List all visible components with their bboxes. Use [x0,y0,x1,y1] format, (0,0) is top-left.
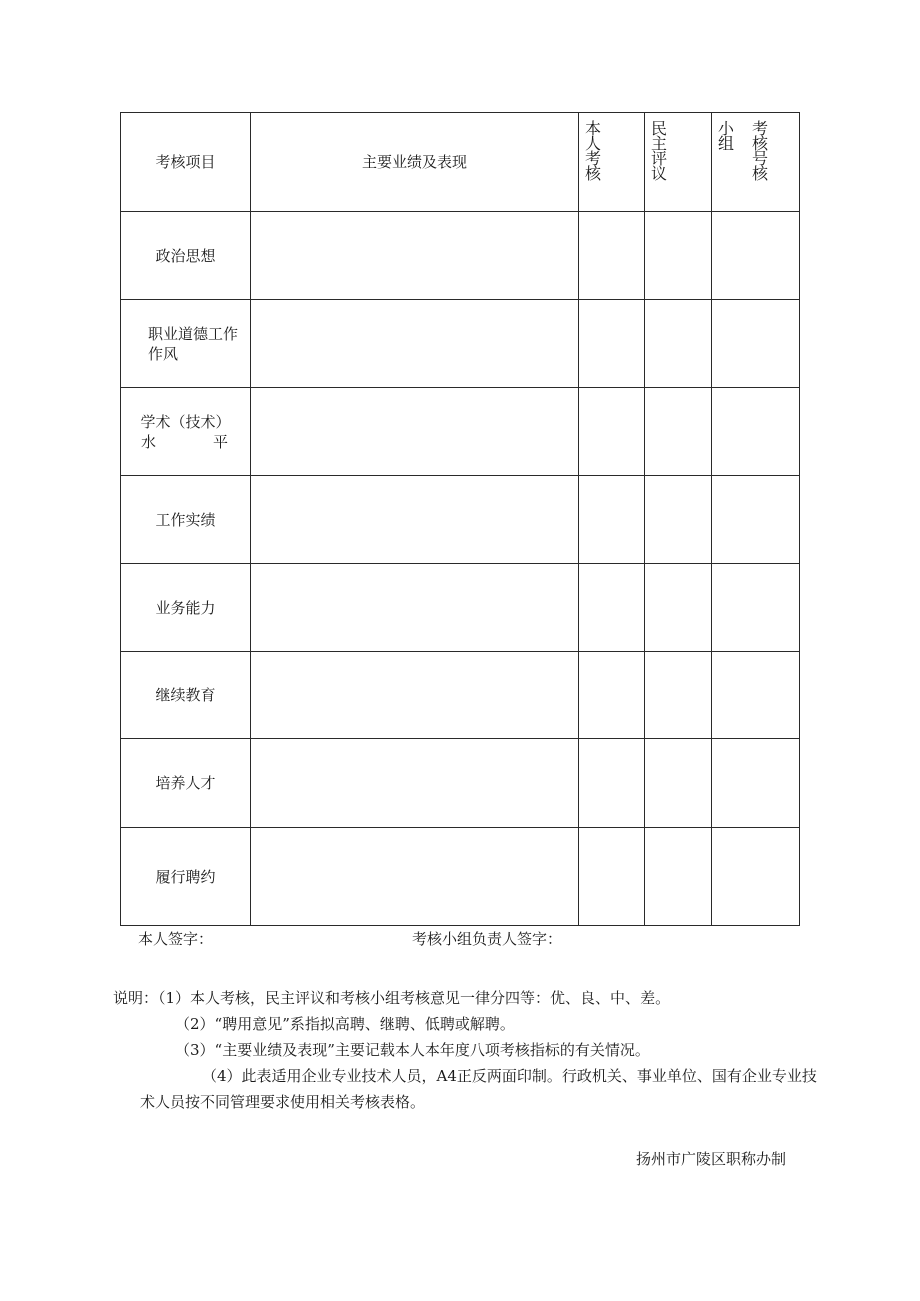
performance-cell[interactable] [251,388,579,476]
table-row [121,739,800,828]
table-row [121,300,800,388]
group-review-cell[interactable] [712,388,800,476]
table-row [121,212,800,300]
democratic-review-cell[interactable] [645,564,712,652]
group-review-cell[interactable] [712,739,800,828]
performance-cell[interactable] [251,828,579,926]
group-review-cell[interactable] [712,476,800,564]
assessment-table [120,112,800,926]
self-review-cell[interactable] [579,212,645,300]
header-group-review [712,113,800,212]
democratic-review-cell[interactable] [645,388,712,476]
performance-cell[interactable] [251,739,579,828]
democratic-review-cell[interactable] [645,828,712,926]
table-row [121,828,800,926]
self-review-cell[interactable] [579,476,645,564]
note-1 [113,985,823,1011]
democratic-review-cell[interactable] [645,300,712,388]
row-label-talent: 培养人才 [121,739,251,828]
row-label-ethics [121,300,251,388]
group-review-cell[interactable] [712,564,800,652]
performance-cell[interactable] [251,564,579,652]
header-char: 民 [651,119,668,138]
self-review-cell[interactable] [579,739,645,828]
democratic-review-cell[interactable] [645,739,712,828]
header-char: 主 [651,134,668,153]
header-char: 组 [718,134,735,153]
note-4: （4）此表适用企业专业技术人员，A4正反两面印制。行政机关、事业单位、国有企业专业技术人员按不同管理要求使用相关考核表格。 [140,1067,817,1111]
group-review-cell[interactable] [712,212,800,300]
table-row [121,388,800,476]
self-review-cell[interactable] [579,652,645,739]
header-performance: 主要业绩及表现 [251,113,579,212]
performance-cell[interactable] [251,652,579,739]
issuer-footer: 扬州市广陵区职称办制 [636,1150,787,1168]
row-label-line: 作风 [148,344,179,363]
self-review-cell[interactable] [579,388,645,476]
performance-cell[interactable] [251,300,579,388]
row-label-char: 水 [141,432,157,451]
row-label-line: 学术（技术） [140,412,231,431]
group-leader-signature-label: 考核小组负责人签字： [412,930,563,948]
header-char: 核 [585,164,602,183]
header-democratic-review [645,113,712,212]
democratic-review-cell[interactable] [645,476,712,564]
note-3: （3）“主要业绩及表现”主要记载本人本年度八项考核指标的有关情况。 [175,1041,650,1059]
header-char: 评 [651,149,668,168]
header-char: 人 [585,134,602,153]
note-text: （1）本人考核，民主评议和考核小组考核意见一律分四等：优、良、中、差。 [158,989,671,1007]
row-label-char: 平 [212,432,228,451]
group-review-cell[interactable] [712,300,800,388]
self-review-cell[interactable] [579,564,645,652]
row-label-ability: 业务能力 [121,564,251,652]
notes-section [113,985,823,1115]
self-review-cell[interactable] [579,828,645,926]
header-char: 本 [585,119,602,138]
header-self-review [579,113,645,212]
row-label-line: 职业道德工作 [148,324,239,343]
group-review-cell[interactable] [712,828,800,926]
performance-cell[interactable] [251,476,579,564]
self-signature-label: 本人签字： [138,930,214,948]
header-char: 小 [718,119,735,138]
header-item: 考核项目 [121,113,251,212]
header-row [121,113,800,212]
row-label-achievements: 工作实绩 [121,476,251,564]
row-label-education: 继续教育 [121,652,251,739]
table-row [121,476,800,564]
note-2: （2）“聘用意见”系指拟高聘、继聘、低聘或解聘。 [175,1015,515,1033]
header-char: 核 [752,134,769,153]
democratic-review-cell[interactable] [645,212,712,300]
table-row [121,564,800,652]
group-review-cell[interactable] [712,652,800,739]
row-label-political: 政治思想 [121,212,251,300]
header-char: 号 [752,149,769,168]
header-char: 考 [585,149,602,168]
democratic-review-cell[interactable] [645,652,712,739]
header-char: 议 [651,164,668,183]
header-char: 考 [752,119,769,138]
self-review-cell[interactable] [579,300,645,388]
performance-cell[interactable] [251,212,579,300]
row-label-academic [121,388,251,476]
header-char: 核 [752,164,769,183]
row-label-contract: 履行聘约 [121,828,251,926]
notes-prefix: 说明： [113,989,159,1007]
table-row [121,652,800,739]
